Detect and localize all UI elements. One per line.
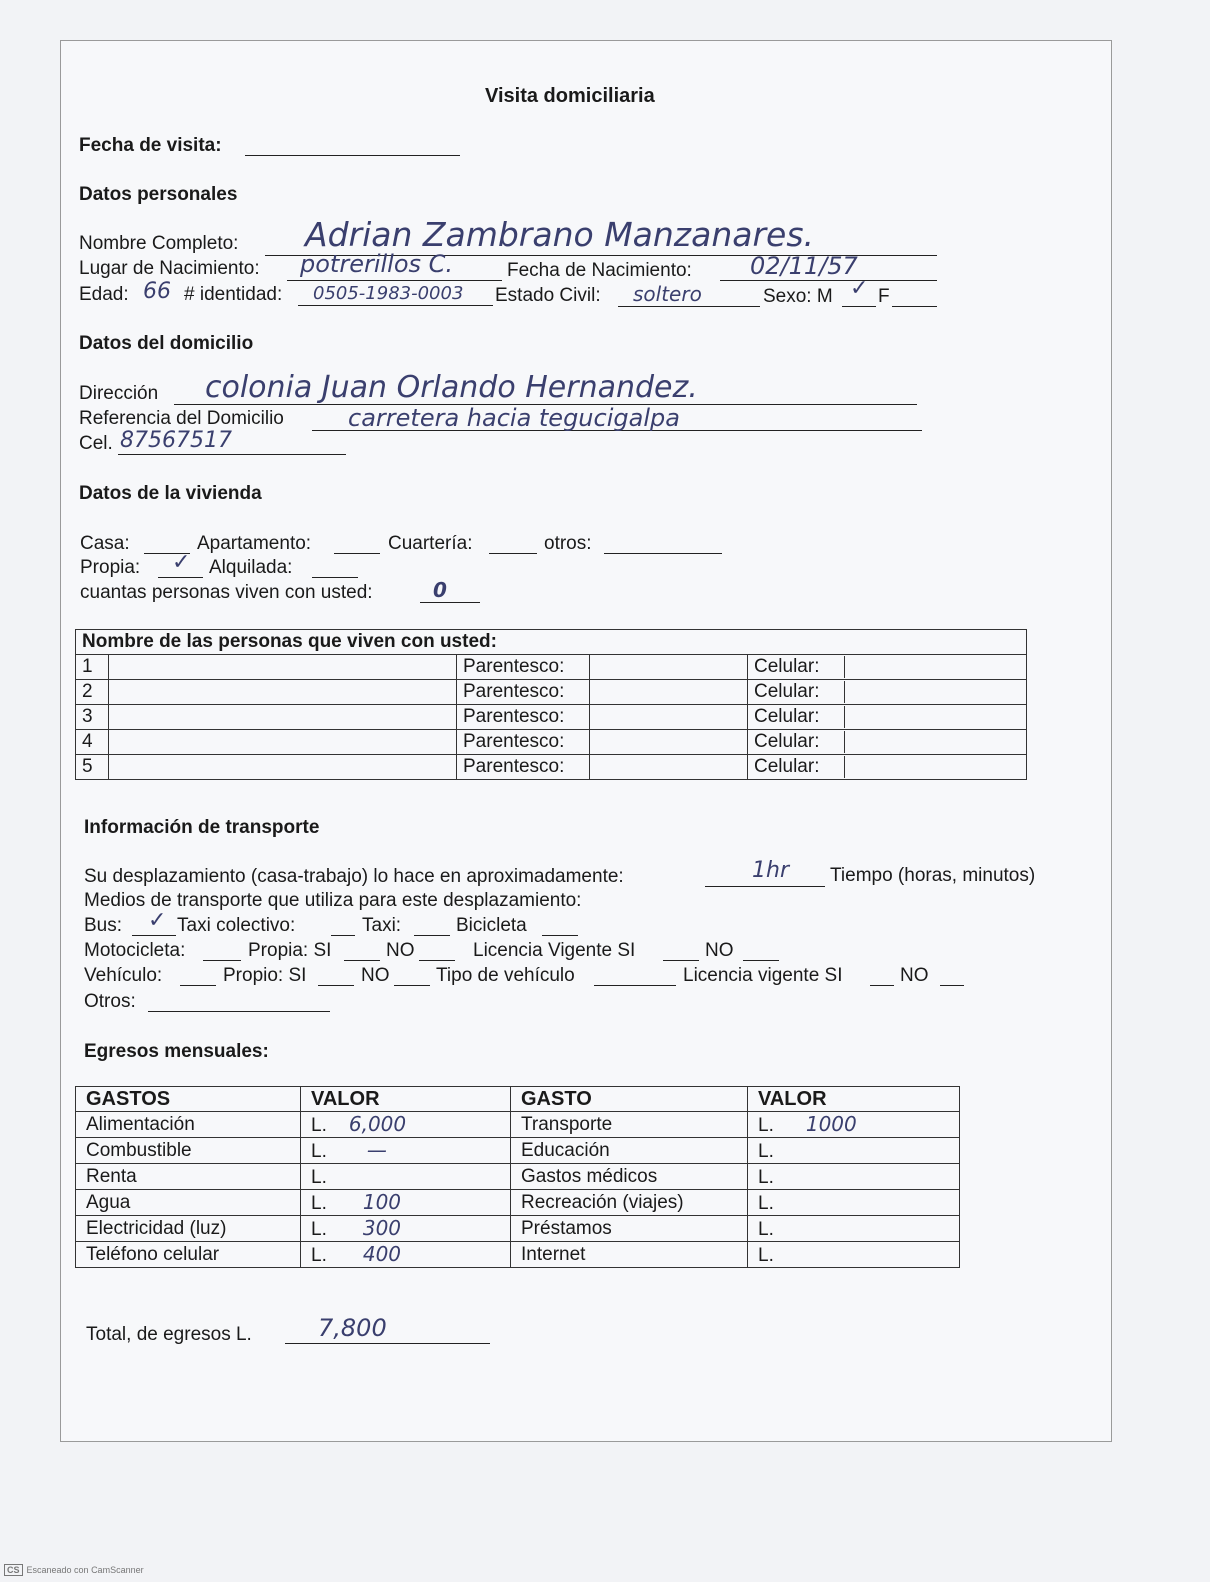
moto-propia-no-label: NO xyxy=(386,940,415,961)
gasto-value-cell xyxy=(748,1164,960,1190)
bicicleta-line[interactable] xyxy=(542,935,578,936)
table-row xyxy=(76,1190,960,1216)
persona-name-cell[interactable] xyxy=(109,705,457,730)
estado-civil-label: Estado Civil: xyxy=(495,285,601,306)
fecha-nac-value[interactable]: 02/11/57 xyxy=(750,252,858,280)
parentesco-label: Parentesco: xyxy=(457,755,590,780)
col-gasto: GASTO xyxy=(511,1087,748,1112)
tipo-vehiculo-label: Tipo de vehículo xyxy=(436,965,575,986)
moto-propia-si-label: Propia: SI xyxy=(248,940,332,961)
taxi-colectivo-label: Taxi colectivo: xyxy=(177,915,296,936)
cel-label: Cel. xyxy=(79,433,113,454)
gasto-name: Teléfono celular xyxy=(76,1242,301,1268)
sexo-m-line xyxy=(842,306,876,307)
egresos-table xyxy=(75,1086,960,1268)
celular-group xyxy=(748,755,1027,780)
row-number: 3 xyxy=(76,705,109,730)
motocicleta-line[interactable] xyxy=(203,960,241,961)
form-title: Visita domiciliaria xyxy=(485,85,655,107)
edad-value[interactable]: 66 xyxy=(143,279,171,304)
parentesco-label: Parentesco: xyxy=(457,680,590,705)
celular-group xyxy=(748,680,1027,705)
sexo-f-line[interactable] xyxy=(892,306,937,307)
personas-label: cuantas personas viven con usted: xyxy=(80,582,373,603)
moto-licencia-no-line[interactable] xyxy=(743,960,779,961)
referencia-value[interactable]: carretera hacia tegucigalpa xyxy=(348,404,680,432)
vehiculo-label: Vehículo: xyxy=(84,965,163,986)
total-egresos-label: Total, de egresos L. xyxy=(86,1324,252,1345)
gasto-value-cell xyxy=(748,1216,960,1242)
bicicleta-label: Bicicleta xyxy=(456,915,527,936)
taxi-label: Taxi: xyxy=(362,915,402,936)
celular-label: Celular: xyxy=(748,706,845,728)
scanner-footer xyxy=(4,1564,144,1576)
currency-label: L. xyxy=(758,1245,774,1266)
bus-line xyxy=(132,935,176,936)
celular-label: Celular: xyxy=(748,656,845,678)
edad-label: Edad: xyxy=(79,284,129,305)
gasto-value-cell xyxy=(301,1190,511,1216)
moto-licencia-label: Licencia Vigente SI xyxy=(473,940,636,961)
persona-name-cell[interactable] xyxy=(109,655,457,680)
cuarteria-label: Cuartería: xyxy=(388,533,473,554)
total-egresos-line xyxy=(285,1343,490,1344)
vehiculo-licencia-label: Licencia vigente SI xyxy=(683,965,843,986)
currency-label: L. xyxy=(758,1141,774,1162)
datos-personales-heading: Datos personales xyxy=(79,184,238,205)
lugar-label: Lugar de Nacimiento: xyxy=(79,258,260,279)
personas-value[interactable]: 0 xyxy=(433,578,447,602)
cel-value[interactable]: 87567517 xyxy=(120,428,232,453)
parentesco-label: Parentesco: xyxy=(457,655,590,680)
domicilio-heading: Datos del domicilio xyxy=(79,333,254,354)
gasto-name: Agua xyxy=(76,1190,301,1216)
row-number: 4 xyxy=(76,730,109,755)
propia-line xyxy=(158,577,203,578)
sexo-m-label: Sexo: M xyxy=(763,286,833,307)
gasto-value[interactable]: 300 xyxy=(362,1216,402,1240)
desplazamiento-label: Su desplazamiento (casa-trabajo) lo hace en aproximadamente: xyxy=(84,866,624,887)
fecha-nac-line xyxy=(720,280,937,281)
gasto-name: Transporte xyxy=(511,1112,748,1138)
table-row xyxy=(76,655,1027,680)
parentesco-cell[interactable] xyxy=(590,755,748,780)
table-row xyxy=(76,1242,960,1268)
identidad-label: # identidad: xyxy=(184,284,283,305)
identidad-line xyxy=(298,305,493,306)
table-row xyxy=(76,1164,960,1190)
vehiculo-licencia-si-line[interactable] xyxy=(870,985,894,986)
medios-label: Medios de transporte que utiliza para este desplazamiento: xyxy=(84,890,582,911)
gasto-name: Préstamos xyxy=(511,1216,748,1242)
taxi-line[interactable] xyxy=(414,935,450,936)
parentesco-label: Parentesco: xyxy=(457,730,590,755)
celular-label: Celular: xyxy=(748,756,845,778)
gasto-value[interactable]: 100 xyxy=(362,1190,402,1214)
currency-label: L. xyxy=(311,1115,327,1136)
personas-table xyxy=(75,629,1027,780)
lugar-value[interactable]: potrerillos C. xyxy=(300,250,454,278)
transporte-otros-line[interactable] xyxy=(148,1011,330,1012)
gasto-name: Educación xyxy=(511,1138,748,1164)
fecha-visita-line[interactable] xyxy=(245,155,460,156)
parentesco-cell[interactable] xyxy=(590,655,748,680)
desplazamiento-line xyxy=(705,886,825,887)
vehiculo-licencia-no-line[interactable] xyxy=(940,985,964,986)
propia-check[interactable]: ✓ xyxy=(172,550,191,575)
gasto-value-cell xyxy=(748,1190,960,1216)
col-valor: VALOR xyxy=(301,1087,511,1112)
parentesco-cell[interactable] xyxy=(590,730,748,755)
lugar-line xyxy=(287,280,502,281)
bus-label: Bus: xyxy=(84,915,123,936)
celular-label: Celular: xyxy=(748,731,845,753)
table-row xyxy=(76,705,1027,730)
referencia-label: Referencia del Domicilio xyxy=(79,408,284,429)
estado-civil-line xyxy=(618,306,760,307)
row-number: 2 xyxy=(76,680,109,705)
gasto-value[interactable]: 6,000 xyxy=(348,1112,407,1136)
direccion-value[interactable]: colonia Juan Orlando Hernandez. xyxy=(205,370,698,405)
currency-label: L. xyxy=(758,1193,774,1214)
row-number: 1 xyxy=(76,655,109,680)
persona-name-cell[interactable] xyxy=(109,730,457,755)
currency-label: L. xyxy=(311,1167,327,1188)
nombre-label: Nombre Completo: xyxy=(79,233,239,254)
parentesco-cell[interactable] xyxy=(590,680,748,705)
currency-label: L. xyxy=(758,1115,774,1136)
propia-label: Propia: xyxy=(80,557,141,578)
desplazamiento-value[interactable]: 1hr xyxy=(752,858,789,883)
table-row xyxy=(76,755,1027,780)
gasto-name: Recreación (viajes) xyxy=(511,1190,748,1216)
gasto-name: Combustible xyxy=(76,1138,301,1164)
col-valor-2: VALOR xyxy=(748,1087,960,1112)
persona-name-cell[interactable] xyxy=(109,680,457,705)
vehiculo-propio-si-line[interactable] xyxy=(318,985,354,986)
gasto-value[interactable]: 1000 xyxy=(805,1112,857,1136)
table-row xyxy=(76,1138,960,1164)
currency-label: L. xyxy=(758,1219,774,1240)
scanner-text: Escaneado con CamScanner xyxy=(26,1565,144,1575)
gasto-value-cell xyxy=(301,1138,511,1164)
currency-label: L. xyxy=(758,1167,774,1188)
vehiculo-line[interactable] xyxy=(180,985,216,986)
moto-licencia-si-line[interactable] xyxy=(663,960,699,961)
sexo-f-label: F xyxy=(878,286,890,307)
table-row xyxy=(76,680,1027,705)
camscanner-logo: CS xyxy=(4,1564,23,1576)
table-row xyxy=(76,1216,960,1242)
sexo-m-check[interactable]: ✓ xyxy=(850,276,869,301)
celular-group xyxy=(748,730,1027,755)
motocicleta-label: Motocicleta: xyxy=(84,940,186,961)
personas-table-header: Nombre de las personas que viven con usted: xyxy=(76,630,1027,655)
egresos-heading: Egresos mensuales: xyxy=(84,1041,269,1062)
vivienda-otros-label: otros: xyxy=(544,533,592,554)
cuarteria-line[interactable] xyxy=(489,553,537,554)
currency-label: L. xyxy=(311,1219,327,1240)
gasto-value-cell xyxy=(748,1138,960,1164)
tiempo-label: Tiempo (horas, minutos) xyxy=(830,865,1036,886)
celular-group xyxy=(748,655,1027,680)
vehiculo-licencia-no-label: NO xyxy=(900,965,929,986)
egresos-header-row xyxy=(76,1087,960,1112)
gasto-value-cell xyxy=(301,1242,511,1268)
gasto-name: Renta xyxy=(76,1164,301,1190)
moto-licencia-no-label: NO xyxy=(705,940,734,961)
alquilada-line[interactable] xyxy=(312,577,358,578)
tipo-vehiculo-line[interactable] xyxy=(594,985,676,986)
taxi-colectivo-line[interactable] xyxy=(331,935,355,936)
gasto-value-cell xyxy=(301,1112,511,1138)
celular-label: Celular: xyxy=(748,681,845,703)
parentesco-label: Parentesco: xyxy=(457,705,590,730)
vehiculo-propio-si-label: Propio: SI xyxy=(223,965,307,986)
gasto-value-cell xyxy=(748,1112,960,1138)
gasto-value-cell xyxy=(748,1242,960,1268)
fecha-visita-label: Fecha de visita: xyxy=(79,135,222,156)
moto-propia-no-line[interactable] xyxy=(419,960,455,961)
fecha-nac-label: Fecha de Nacimiento: xyxy=(507,260,692,281)
vivienda-heading: Datos de la vivienda xyxy=(79,483,262,504)
total-egresos-value[interactable]: 7,800 xyxy=(318,1314,387,1342)
moto-propia-si-line[interactable] xyxy=(344,960,380,961)
gasto-value-cell xyxy=(301,1164,511,1190)
gasto-value[interactable]: 400 xyxy=(362,1242,402,1266)
vivienda-otros-line[interactable] xyxy=(604,553,722,554)
table-row xyxy=(76,1112,960,1138)
parentesco-cell[interactable] xyxy=(590,705,748,730)
personas-table-header-row xyxy=(76,630,1027,655)
vehiculo-propio-no-label: NO xyxy=(361,965,390,986)
gasto-value[interactable]: — xyxy=(366,1138,387,1162)
currency-label: L. xyxy=(311,1193,327,1214)
celular-group xyxy=(748,705,1027,730)
transporte-otros-label: Otros: xyxy=(84,991,136,1012)
personas-line xyxy=(420,602,480,603)
direccion-label: Dirección xyxy=(79,383,159,404)
persona-name-cell[interactable] xyxy=(109,755,457,780)
gasto-value-cell xyxy=(301,1216,511,1242)
transporte-heading: Información de transporte xyxy=(84,817,320,838)
gasto-name: Internet xyxy=(511,1242,748,1268)
gasto-name: Electricidad (luz) xyxy=(76,1216,301,1242)
gasto-name: Alimentación xyxy=(76,1112,301,1138)
nombre-value[interactable]: Adrian Zambrano Manzanares. xyxy=(305,215,815,254)
apartamento-label: Apartamento: xyxy=(197,533,312,554)
row-number: 5 xyxy=(76,755,109,780)
vehiculo-propio-no-line[interactable] xyxy=(394,985,430,986)
estado-civil-value[interactable]: soltero xyxy=(633,282,702,306)
table-row xyxy=(76,730,1027,755)
col-gastos: GASTOS xyxy=(76,1087,301,1112)
bus-check[interactable]: ✓ xyxy=(148,908,167,933)
alquilada-label: Alquilada: xyxy=(209,557,293,578)
identidad-value[interactable]: 0505-1983-0003 xyxy=(313,283,464,304)
cel-line xyxy=(118,454,346,455)
gasto-name: Gastos médicos xyxy=(511,1164,748,1190)
currency-label: L. xyxy=(311,1245,327,1266)
apartamento-line[interactable] xyxy=(334,553,380,554)
currency-label: L. xyxy=(311,1141,327,1162)
casa-label: Casa: xyxy=(80,533,130,554)
